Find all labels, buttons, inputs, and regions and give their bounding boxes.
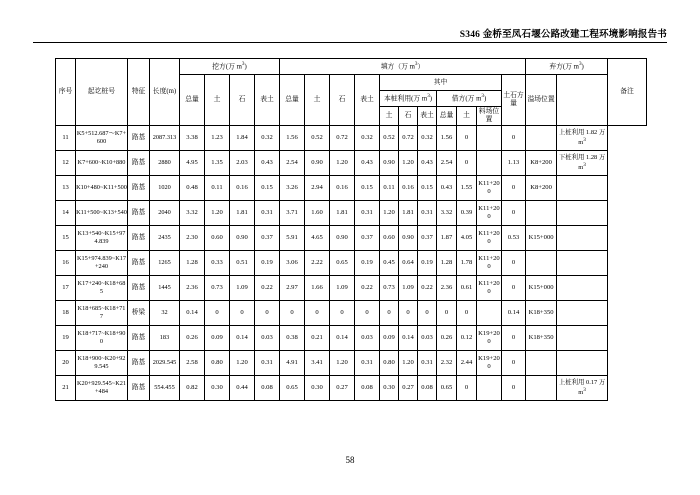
- col-header-remark: 备注: [608, 59, 647, 126]
- cell-stake: K18+717~K18+900: [76, 325, 128, 350]
- col-header-cut-topsoil: 表土: [255, 75, 280, 126]
- cell-onsite-rock: 0.64: [399, 250, 418, 275]
- cell-fill-total: 3.06: [280, 250, 305, 275]
- cell-onsite-rock: 0.72: [399, 125, 418, 150]
- cell-cut-soil: 1.23: [205, 125, 230, 150]
- cell-fill-total: 0.38: [280, 325, 305, 350]
- cell-cut-total: 0.48: [180, 175, 205, 200]
- cell-onsite-topsoil: 0: [418, 300, 437, 325]
- cell-remark: [557, 275, 608, 300]
- col-header-spoil-qty: 土石方量: [502, 75, 526, 126]
- cell-fill-topsoil: 0.32: [355, 125, 380, 150]
- cell-cut-topsoil: 0.43: [255, 150, 280, 175]
- cell-onsite-soil: 0.09: [380, 325, 399, 350]
- cell-onsite-soil: 0.30: [380, 375, 399, 400]
- cell-fill-rock: 0.16: [330, 175, 355, 200]
- cell-feature: 路基: [128, 275, 150, 300]
- cell-remark: [557, 175, 608, 200]
- cell-fill-topsoil: 0.31: [355, 200, 380, 225]
- cell-fill-soil: 2.94: [305, 175, 330, 200]
- col-header-onsite-rock: 石: [399, 107, 418, 126]
- page-number: 58: [345, 455, 355, 465]
- cell-fill-soil: 0.90: [305, 150, 330, 175]
- cell-borrow-soil: 0: [457, 125, 477, 150]
- cell-spoil-qty: 0: [502, 200, 526, 225]
- cell-cut-topsoil: 0.15: [255, 175, 280, 200]
- cell-cut-soil: 0.60: [205, 225, 230, 250]
- cell-borrow-total: 1.28: [437, 250, 457, 275]
- cell-fill-total: 2.54: [280, 150, 305, 175]
- cell-cut-soil: 0.11: [205, 175, 230, 200]
- cell-fill-rock: 0.72: [330, 125, 355, 150]
- cell-fill-soil: 0.30: [305, 375, 330, 400]
- cell-stake: K20+929.545~K21+484: [76, 375, 128, 400]
- cell-remark: [557, 250, 608, 275]
- cell-onsite-rock: 0.14: [399, 325, 418, 350]
- cell-borrow-site: K11+200: [477, 225, 502, 250]
- cell-spoil-site: [526, 125, 557, 150]
- cell-onsite-soil: 0.80: [380, 350, 399, 375]
- cell-borrow-soil: 0: [457, 375, 477, 400]
- cell-feature: 路基: [128, 250, 150, 275]
- table-row: [56, 225, 647, 250]
- cell-remark: [557, 225, 608, 250]
- table-row: [56, 200, 647, 225]
- cell-spoil-qty: 0: [502, 275, 526, 300]
- col-header-cut-total: 总量: [180, 75, 205, 126]
- col-header-borrow-total: 总量: [437, 107, 457, 126]
- cell-onsite-rock: 1.81: [399, 200, 418, 225]
- cell-seq: 19: [56, 325, 76, 350]
- cell-borrow-soil: 0: [457, 150, 477, 175]
- table-row: [56, 175, 647, 200]
- cell-stake: K18+900~K20+929.545: [76, 350, 128, 375]
- cell-borrow-total: 0: [437, 300, 457, 325]
- cell-length: 1020: [150, 175, 180, 200]
- cell-fill-soil: 1.66: [305, 275, 330, 300]
- cell-stake: K7+600~K10+880: [76, 150, 128, 175]
- cell-seq: 14: [56, 200, 76, 225]
- col-header-onsite-topsoil: 表土: [418, 107, 437, 126]
- cell-onsite-rock: 1.09: [399, 275, 418, 300]
- col-header-cut: 挖方(万 $m^3$): [180, 59, 280, 75]
- cell-feature: 路基: [128, 325, 150, 350]
- cell-fill-soil: 0.52: [305, 125, 330, 150]
- cell-spoil-qty: 0: [502, 325, 526, 350]
- cell-seq: 21: [56, 375, 76, 400]
- cell-cut-topsoil: 0.32: [255, 125, 280, 150]
- cell-seq: 13: [56, 175, 76, 200]
- cell-cut-total: 2.58: [180, 350, 205, 375]
- cell-fill-total: 3.71: [280, 200, 305, 225]
- cell-fill-soil: 0: [305, 300, 330, 325]
- cell-fill-rock: 0: [330, 300, 355, 325]
- cell-seq: 11: [56, 125, 76, 150]
- cell-feature: 桥梁: [128, 300, 150, 325]
- cell-fill-topsoil: 0.03: [355, 325, 380, 350]
- table-row: [56, 125, 647, 150]
- cell-remark: [557, 300, 608, 325]
- cell-fill-soil: 4.65: [305, 225, 330, 250]
- cell-onsite-topsoil: 0.43: [418, 150, 437, 175]
- cell-onsite-soil: 0.52: [380, 125, 399, 150]
- cell-spoil-site: K18+350: [526, 300, 557, 325]
- cell-fill-topsoil: 0.19: [355, 250, 380, 275]
- cell-cut-topsoil: 0.03: [255, 325, 280, 350]
- cell-remark: [557, 350, 608, 375]
- col-header-spoil-site: 溢场位置: [526, 75, 557, 126]
- cell-borrow-total: 2.36: [437, 275, 457, 300]
- cell-cut-soil: 1.20: [205, 200, 230, 225]
- col-header-onsite: 本桩利用(万 $m^3$): [380, 91, 437, 107]
- cell-remark: [557, 200, 608, 225]
- cell-borrow-total: 0.65: [437, 375, 457, 400]
- cell-spoil-qty: 0: [502, 125, 526, 150]
- cell-borrow-site: [477, 125, 502, 150]
- cell-spoil-qty: 0: [502, 250, 526, 275]
- cell-cut-total: 3.32: [180, 200, 205, 225]
- cell-fill-topsoil: 0.08: [355, 375, 380, 400]
- cell-onsite-soil: 0.73: [380, 275, 399, 300]
- cell-feature: 路基: [128, 225, 150, 250]
- cell-onsite-rock: 1.20: [399, 350, 418, 375]
- cell-spoil-site: K15+000: [526, 275, 557, 300]
- cell-borrow-site: [477, 375, 502, 400]
- cell-cut-topsoil: 0.22: [255, 275, 280, 300]
- cell-length: 2040: [150, 200, 180, 225]
- col-header-fill-total: 总量: [280, 75, 305, 126]
- cell-length: 2880: [150, 150, 180, 175]
- cell-feature: 路基: [128, 125, 150, 150]
- cell-borrow-total: 2.32: [437, 350, 457, 375]
- cell-fill-total: 2.97: [280, 275, 305, 300]
- cell-onsite-soil: 1.20: [380, 200, 399, 225]
- cell-fill-rock: 1.20: [330, 150, 355, 175]
- col-header-among: 其中: [380, 75, 502, 91]
- table-row: [56, 375, 647, 400]
- cell-seq: 15: [56, 225, 76, 250]
- cell-onsite-topsoil: 0.15: [418, 175, 437, 200]
- cell-borrow-soil: 1.55: [457, 175, 477, 200]
- cell-onsite-topsoil: 0.08: [418, 375, 437, 400]
- cell-borrow-total: 3.32: [437, 200, 457, 225]
- cell-cut-soil: 0.73: [205, 275, 230, 300]
- cell-cut-soil: 1.35: [205, 150, 230, 175]
- cell-stake: K17+240~K18+685: [76, 275, 128, 300]
- cell-cut-rock: 1.09: [230, 275, 255, 300]
- cell-feature: 路基: [128, 150, 150, 175]
- cell-borrow-soil: 4.05: [457, 225, 477, 250]
- header-divider: [33, 42, 667, 43]
- cell-cut-total: 2.36: [180, 275, 205, 300]
- cell-cut-total: 0.26: [180, 325, 205, 350]
- cell-fill-topsoil: 0.31: [355, 350, 380, 375]
- cell-cut-total: 4.95: [180, 150, 205, 175]
- cell-onsite-rock: 0: [399, 300, 418, 325]
- cell-spoil-site: [526, 200, 557, 225]
- cell-cut-soil: 0.33: [205, 250, 230, 275]
- col-header-cut-rock: 石: [230, 75, 255, 126]
- cell-onsite-soil: 0.60: [380, 225, 399, 250]
- cell-stake: K5+512.687～K7+600: [76, 125, 128, 150]
- cell-onsite-topsoil: 0.31: [418, 350, 437, 375]
- cell-cut-rock: 1.20: [230, 350, 255, 375]
- cell-seq: 18: [56, 300, 76, 325]
- table-row: [56, 150, 647, 175]
- cell-borrow-site: K11+200: [477, 175, 502, 200]
- cell-borrow-soil: 0.39: [457, 200, 477, 225]
- cell-borrow-soil: 0.61: [457, 275, 477, 300]
- earthwork-balance-table: [55, 58, 647, 401]
- cell-borrow-site: K19+200: [477, 350, 502, 375]
- cell-onsite-soil: 0.11: [380, 175, 399, 200]
- cell-seq: 16: [56, 250, 76, 275]
- cell-fill-topsoil: 0.43: [355, 150, 380, 175]
- cell-borrow-total: 0.43: [437, 175, 457, 200]
- cell-borrow-soil: 2.44: [457, 350, 477, 375]
- col-header-length: 长度(m): [150, 59, 180, 126]
- cell-spoil-qty: 0: [502, 350, 526, 375]
- cell-borrow-site: K11+200: [477, 250, 502, 275]
- cell-stake: K15+974.839~K17+240: [76, 250, 128, 275]
- col-header-spoil: 弃方(万 $m^3$): [526, 59, 608, 75]
- cell-cut-rock: 0.44: [230, 375, 255, 400]
- cell-fill-total: 0.65: [280, 375, 305, 400]
- cell-spoil-site: [526, 250, 557, 275]
- cell-length: 554.455: [150, 375, 180, 400]
- cell-borrow-site: K19+200: [477, 325, 502, 350]
- cell-onsite-topsoil: 0.31: [418, 200, 437, 225]
- cell-cut-topsoil: 0.31: [255, 350, 280, 375]
- cell-length: 183: [150, 325, 180, 350]
- cell-borrow-site: K11+200: [477, 275, 502, 300]
- cell-spoil-site: K18+350: [526, 325, 557, 350]
- cell-onsite-topsoil: 0.32: [418, 125, 437, 150]
- cell-remark: 上桩利用 1.82 万 $m^3$: [557, 125, 608, 150]
- cell-borrow-total: 1.87: [437, 225, 457, 250]
- table-row: [56, 275, 647, 300]
- cell-onsite-topsoil: 0.37: [418, 225, 437, 250]
- col-header-feature: 特征: [128, 59, 150, 126]
- cell-fill-topsoil: 0.37: [355, 225, 380, 250]
- cell-fill-total: 4.91: [280, 350, 305, 375]
- cell-cut-rock: 0.14: [230, 325, 255, 350]
- cell-length: 1265: [150, 250, 180, 275]
- cell-stake: K11+500~K13+540: [76, 200, 128, 225]
- table-body: [56, 125, 647, 400]
- cell-fill-rock: 0.65: [330, 250, 355, 275]
- cell-borrow-soil: 0.12: [457, 325, 477, 350]
- cell-onsite-soil: 0: [380, 300, 399, 325]
- cell-length: 2435: [150, 225, 180, 250]
- cell-remark: [557, 325, 608, 350]
- table-row: [56, 250, 647, 275]
- col-header-cut-soil: 土: [205, 75, 230, 126]
- cell-borrow-total: 2.54: [437, 150, 457, 175]
- cell-feature: 路基: [128, 200, 150, 225]
- cell-spoil-qty: 0.14: [502, 300, 526, 325]
- cell-fill-rock: 0.27: [330, 375, 355, 400]
- table-row: [56, 350, 647, 375]
- col-header-fill-soil: 土: [305, 75, 330, 126]
- cell-cut-soil: 0.09: [205, 325, 230, 350]
- col-header-fill-rock: 石: [330, 75, 355, 126]
- cell-feature: 路基: [128, 175, 150, 200]
- cell-spoil-site: [526, 350, 557, 375]
- cell-fill-topsoil: 0: [355, 300, 380, 325]
- cell-fill-soil: 3.41: [305, 350, 330, 375]
- cell-length: 2029.545: [150, 350, 180, 375]
- cell-cut-soil: 0.80: [205, 350, 230, 375]
- cell-fill-soil: 2.22: [305, 250, 330, 275]
- cell-spoil-qty: 1.13: [502, 150, 526, 175]
- cell-cut-soil: 0.30: [205, 375, 230, 400]
- cell-spoil-qty: 0.53: [502, 225, 526, 250]
- cell-fill-total: 1.56: [280, 125, 305, 150]
- cell-cut-rock: 0.90: [230, 225, 255, 250]
- cell-cut-total: 0.82: [180, 375, 205, 400]
- cell-onsite-rock: 0.16: [399, 175, 418, 200]
- cell-onsite-rock: 0.27: [399, 375, 418, 400]
- cell-onsite-topsoil: 0.22: [418, 275, 437, 300]
- cell-seq: 20: [56, 350, 76, 375]
- table-row: [56, 325, 647, 350]
- cell-cut-total: 3.38: [180, 125, 205, 150]
- cell-cut-rock: 0: [230, 300, 255, 325]
- cell-borrow-soil: 1.78: [457, 250, 477, 275]
- cell-fill-rock: 0.90: [330, 225, 355, 250]
- cell-borrow-total: 0.26: [437, 325, 457, 350]
- cell-spoil-site: [526, 375, 557, 400]
- cell-fill-topsoil: 0.22: [355, 275, 380, 300]
- cell-spoil-site: K8+200: [526, 175, 557, 200]
- col-header-fill: 填方（万 $m^3$）: [280, 59, 526, 75]
- cell-fill-rock: 0.14: [330, 325, 355, 350]
- cell-remark: 下桩利用 1.28 万 $m^3$: [557, 150, 608, 175]
- col-header-start-stake: 起讫桩号: [76, 59, 128, 126]
- cell-cut-topsoil: 0: [255, 300, 280, 325]
- col-header-fill-topsoil: 表土: [355, 75, 380, 126]
- cell-onsite-rock: 1.20: [399, 150, 418, 175]
- cell-length: 32: [150, 300, 180, 325]
- cell-stake: K18+685~K18+717: [76, 300, 128, 325]
- cell-cut-rock: 2.03: [230, 150, 255, 175]
- cell-spoil-site: K8+200: [526, 150, 557, 175]
- cell-cut-total: 0.14: [180, 300, 205, 325]
- cell-spoil-qty: 0: [502, 175, 526, 200]
- cell-borrow-site: [477, 300, 502, 325]
- cell-seq: 17: [56, 275, 76, 300]
- cell-fill-soil: 0.21: [305, 325, 330, 350]
- col-header-borrow-site: 料场位置: [477, 107, 502, 126]
- cell-borrow-site: K11+200: [477, 200, 502, 225]
- cell-cut-soil: 0: [205, 300, 230, 325]
- cell-seq: 12: [56, 150, 76, 175]
- cell-length: 2087.313: [150, 125, 180, 150]
- col-header-onsite-soil: 土: [380, 107, 399, 126]
- cell-fill-total: 3.26: [280, 175, 305, 200]
- cell-cut-rock: 1.84: [230, 125, 255, 150]
- cell-fill-rock: 1.20: [330, 350, 355, 375]
- cell-length: 1445: [150, 275, 180, 300]
- cell-cut-total: 1.28: [180, 250, 205, 275]
- cell-feature: 路基: [128, 350, 150, 375]
- cell-cut-topsoil: 0.31: [255, 200, 280, 225]
- cell-cut-total: 2.30: [180, 225, 205, 250]
- col-header-borrow: 借方(万 $m^3$): [437, 91, 502, 107]
- cell-remark: 上桩利用 0.17 万 $m^3$: [557, 375, 608, 400]
- page-header-title: S346 金桥至凤石堰公路改建工程环境影响报告书: [459, 30, 667, 40]
- cell-fill-soil: 1.60: [305, 200, 330, 225]
- table-row: [56, 300, 647, 325]
- col-header-borrow-soil: 土: [457, 107, 477, 126]
- cell-borrow-soil: 0: [457, 300, 477, 325]
- cell-fill-rock: 1.09: [330, 275, 355, 300]
- cell-fill-total: 0: [280, 300, 305, 325]
- cell-cut-topsoil: 0.08: [255, 375, 280, 400]
- cell-cut-topsoil: 0.37: [255, 225, 280, 250]
- cell-onsite-topsoil: 0.19: [418, 250, 437, 275]
- cell-onsite-soil: 0.90: [380, 150, 399, 175]
- cell-borrow-total: 1.56: [437, 125, 457, 150]
- cell-onsite-rock: 0.90: [399, 225, 418, 250]
- cell-onsite-topsoil: 0.03: [418, 325, 437, 350]
- cell-cut-topsoil: 0.19: [255, 250, 280, 275]
- cell-fill-total: 5.91: [280, 225, 305, 250]
- cell-cut-rock: 1.81: [230, 200, 255, 225]
- cell-onsite-soil: 0.45: [380, 250, 399, 275]
- cell-fill-rock: 1.81: [330, 200, 355, 225]
- cell-spoil-site: K15+000: [526, 225, 557, 250]
- cell-stake: K13+540~K15+974.839: [76, 225, 128, 250]
- cell-borrow-site: [477, 150, 502, 175]
- cell-fill-topsoil: 0.15: [355, 175, 380, 200]
- col-header-seq: 序号: [56, 59, 76, 126]
- cell-spoil-qty: 0: [502, 375, 526, 400]
- cell-feature: 路基: [128, 375, 150, 400]
- cell-stake: K10+480~K11+500: [76, 175, 128, 200]
- cell-cut-rock: 0.16: [230, 175, 255, 200]
- cell-cut-rock: 0.51: [230, 250, 255, 275]
